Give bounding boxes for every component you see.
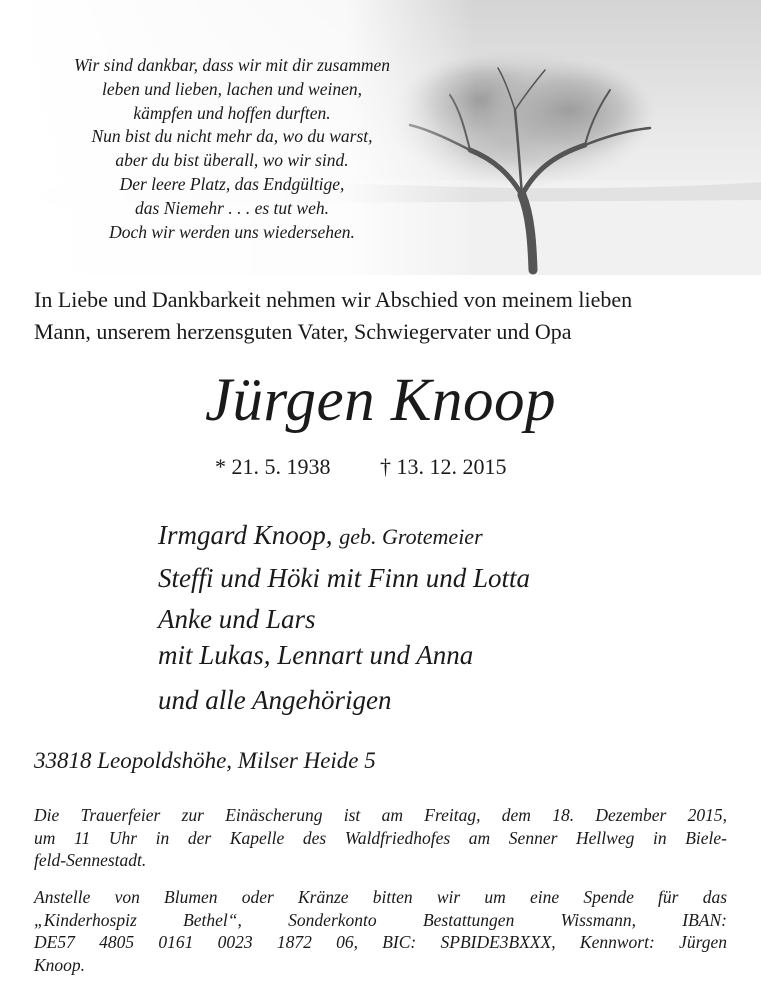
notice-line: um 11 Uhr in der Kapelle des Waldfriedhofes am Senner Hellweg in Biele- — [34, 827, 727, 848]
donation-notice — [34, 886, 727, 976]
mourner-line: und alle Angehörigen — [158, 685, 392, 715]
deceased-name: Jürgen Knoop — [204, 367, 557, 434]
poem — [20, 54, 444, 244]
mourner-widow — [158, 517, 718, 555]
mourners-list — [158, 517, 718, 718]
notice-line: Anstelle von Blumen oder Kränze bitten wir um eine Spende für das — [34, 887, 727, 907]
mourner-line: Anke und Lars — [158, 604, 316, 634]
death-date: † 13. 12. 2015 — [380, 454, 507, 479]
birth-date: * 21. 5. 1938 — [215, 454, 331, 479]
intro-line: In Liebe und Dankbarkeit nehmen wir Abschied von meinem lieben — [34, 287, 633, 312]
poem-line: Nun bist du nicht mehr da, wo du warst, — [91, 126, 373, 147]
notice-line: Die Trauerfeier zur Einäscherung ist am Freitag, dem 18. Dezember 2015, — [34, 805, 727, 825]
poem-line: Doch wir werden uns wiedersehen. — [109, 221, 355, 242]
poem-line: Wir sind dankbar, dass wir mit dir zusammen — [73, 55, 390, 75]
mourner-line: Steffi und Höki mit Finn und Lotta — [158, 563, 530, 593]
funeral-notice — [34, 804, 727, 872]
address: 33818 Leopoldshöhe, Milser Heide 5 — [34, 748, 376, 773]
notice-line: Knoop. — [34, 954, 86, 975]
notice-line: feld-Sennestadt. — [34, 850, 147, 870]
widow-maiden-name: geb. Grotemeier — [339, 524, 483, 549]
poem-line: aber du bist überall, wo wir sind. — [115, 150, 349, 171]
life-dates — [215, 452, 575, 482]
intro-text — [34, 284, 744, 348]
poem-line: Der leere Platz, das Endgültige, — [119, 173, 345, 194]
mourner-line: mit Lukas, Lennart und Anna — [158, 640, 474, 670]
notice-line: „Kinderhospiz Bethel“, Sonderkonto Bestattungen Wissmann, IBAN: — [34, 909, 727, 930]
widow-name: Irmgard Knoop, — [158, 520, 333, 550]
intro-line: Mann, unserem herzensguten Vater, Schwiegervater und Opa — [34, 319, 572, 344]
notice-line: DE57 4805 0161 0023 1872 06, BIC: SPBIDE3BXXX, Kennwort: Jürgen — [34, 932, 727, 952]
poem-line: kämpfen und hoffen durften. — [133, 102, 331, 123]
poem-line: leben und lieben, lachen und weinen, — [102, 78, 362, 99]
poem-line: das Niemehr . . . es tut weh. — [135, 197, 329, 218]
